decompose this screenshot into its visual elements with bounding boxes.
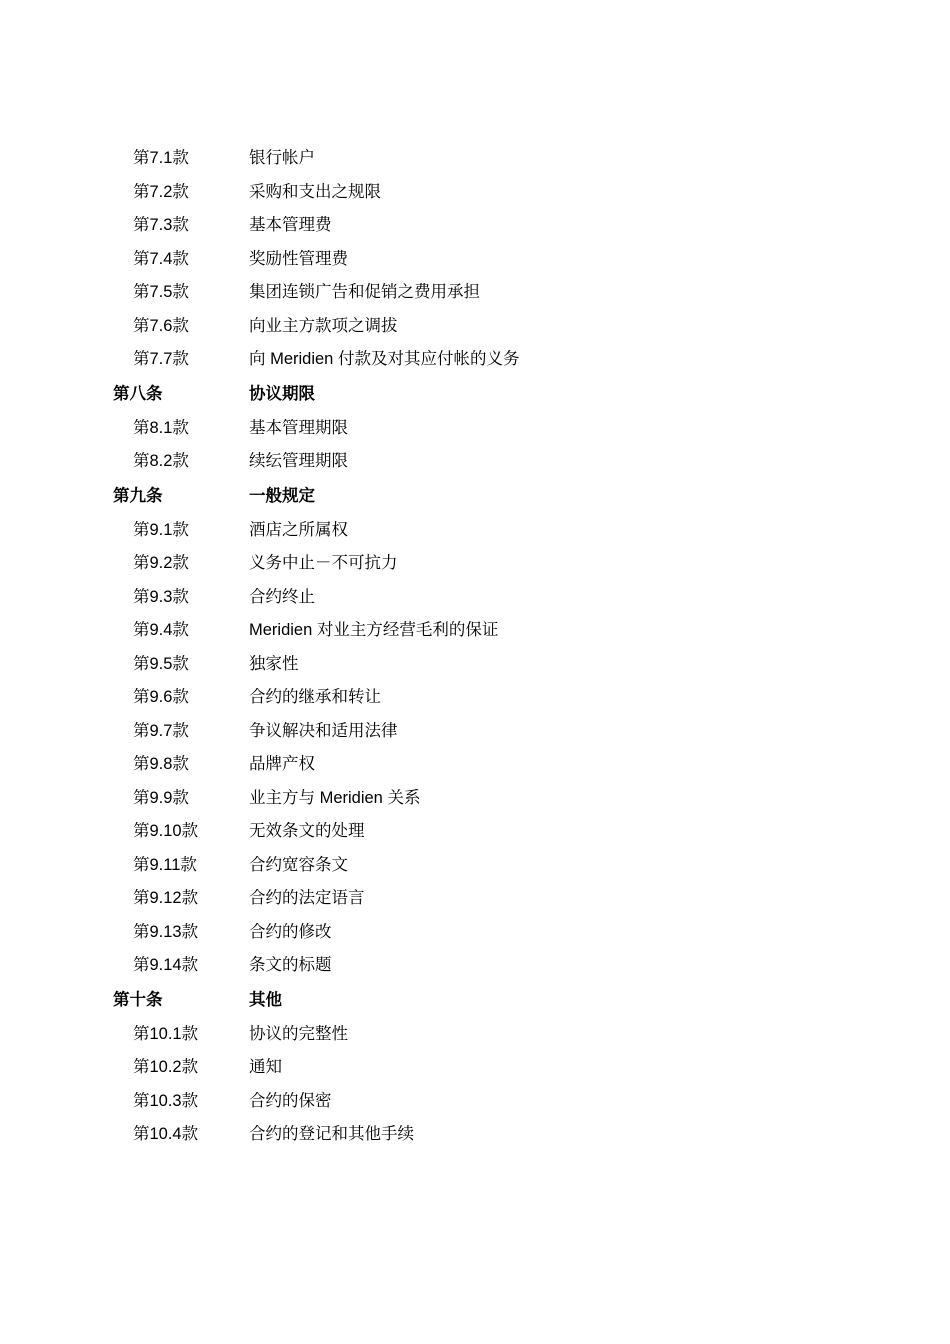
clause-number: 第9.9款: [133, 788, 189, 807]
toc-clause-row: [0, 815, 950, 849]
toc-clause-row: [0, 1051, 950, 1085]
clause-number: 第9.1款: [133, 520, 189, 539]
clause-number: 第9.7款: [133, 721, 189, 740]
toc-clause-row: [0, 243, 950, 277]
article-title: 一般规定: [249, 486, 315, 505]
clause-number: 第8.1款: [133, 418, 189, 437]
clause-number: 第9.10款: [133, 822, 199, 840]
toc-clause-row: [0, 445, 950, 479]
article-number: 第八条: [113, 384, 163, 403]
toc-clause-row: [0, 276, 950, 310]
clause-title: 独家性: [249, 654, 299, 673]
clause-title: Meridien 对业主方经营毛利的保证: [249, 621, 499, 639]
toc-article-row: [0, 377, 950, 412]
clause-number: 第9.5款: [133, 654, 189, 673]
clause-title: 合约的登记和其他手续: [249, 1125, 414, 1143]
toc-clause-row: [0, 209, 950, 243]
clause-title: 集团连锁广告和促销之费用承担: [249, 283, 480, 301]
clause-title: 合约的继承和转让: [249, 688, 381, 706]
clause-number: 第9.4款: [133, 621, 189, 639]
article-title: 协议期限: [249, 384, 315, 403]
clause-title: 向业主方款项之调拔: [249, 316, 398, 335]
toc-clause-row: [0, 514, 950, 548]
clause-number: 第10.4款: [133, 1125, 199, 1143]
clause-number: 第9.8款: [133, 755, 189, 773]
clause-number: 第7.4款: [133, 249, 189, 268]
clause-title: 条文的标题: [249, 956, 332, 974]
toc-clause-row: [0, 1085, 950, 1119]
clause-number: 第9.13款: [133, 922, 199, 941]
toc-clause-row: [0, 916, 950, 950]
clause-number: 第10.2款: [133, 1058, 199, 1076]
clause-title: 争议解决和适用法律: [249, 721, 398, 740]
toc-clause-row: [0, 849, 950, 883]
clause-title: 酒店之所属权: [249, 520, 348, 539]
toc-clause-row: [0, 176, 950, 210]
toc-clause-row: [0, 581, 950, 615]
clause-title: 奖励性管理费: [249, 249, 348, 268]
clause-title: 无效条文的处理: [249, 822, 365, 840]
toc-clause-row: [0, 882, 950, 916]
clause-number: 第7.1款: [133, 149, 189, 167]
toc-clause-row: [0, 547, 950, 581]
clause-number: 第7.7款: [133, 350, 189, 368]
toc-clause-row: [0, 715, 950, 749]
article-number: 第十条: [113, 990, 163, 1009]
clause-number: 第7.2款: [133, 182, 189, 201]
clause-title: 合约终止: [249, 587, 315, 606]
clause-title: 合约的保密: [249, 1091, 332, 1110]
clause-title: 合约的修改: [249, 922, 332, 941]
clause-title: 向 Meridien 付款及对其应付帐的义务: [249, 350, 520, 368]
clause-title: 合约宽容条文: [249, 855, 348, 874]
clause-title: 协议的完整性: [249, 1024, 348, 1043]
clause-number: 第8.2款: [133, 452, 189, 470]
clause-number: 第10.1款: [133, 1024, 199, 1043]
clause-number: 第7.5款: [133, 283, 189, 301]
clause-number: 第9.2款: [133, 554, 189, 572]
clause-title: 采购和支出之规限: [249, 182, 381, 201]
toc-clause-row: [0, 782, 950, 816]
toc-clause-row: [0, 748, 950, 782]
clause-title: 合约的法定语言: [249, 889, 365, 907]
clause-title: 通知: [249, 1058, 282, 1076]
clause-title: 义务中止－不可抗力: [249, 554, 398, 572]
table-of-contents: [0, 142, 950, 1152]
clause-title: 续纭管理期限: [249, 452, 348, 470]
clause-number: 第9.6款: [133, 688, 189, 706]
clause-title: 基本管理期限: [249, 418, 348, 437]
clause-title: 品牌产权: [249, 755, 315, 773]
toc-clause-row: [0, 614, 950, 648]
toc-clause-row: [0, 310, 950, 344]
clause-title: 基本管理费: [249, 216, 332, 234]
clause-number: 第7.6款: [133, 316, 189, 335]
clause-number: 第10.3款: [133, 1091, 199, 1110]
clause-number: 第9.14款: [133, 956, 199, 974]
clause-number: 第9.3款: [133, 587, 189, 606]
toc-clause-row: [0, 412, 950, 446]
clause-title: 银行帐户: [249, 149, 315, 167]
article-number: 第九条: [113, 486, 163, 505]
toc-clause-row: [0, 142, 950, 176]
article-title: 其他: [249, 990, 282, 1009]
clause-number: 第7.3款: [133, 216, 189, 234]
toc-article-row: [0, 983, 950, 1018]
toc-clause-row: [0, 343, 950, 377]
toc-clause-row: [0, 681, 950, 715]
toc-clause-row: [0, 648, 950, 682]
clause-number: 第9.11款: [133, 855, 197, 874]
toc-article-row: [0, 479, 950, 514]
clause-title: 业主方与 Meridien 关系: [249, 788, 421, 807]
toc-clause-row: [0, 949, 950, 983]
toc-clause-row: [0, 1018, 950, 1052]
clause-number: 第9.12款: [133, 889, 199, 907]
toc-clause-row: [0, 1118, 950, 1152]
